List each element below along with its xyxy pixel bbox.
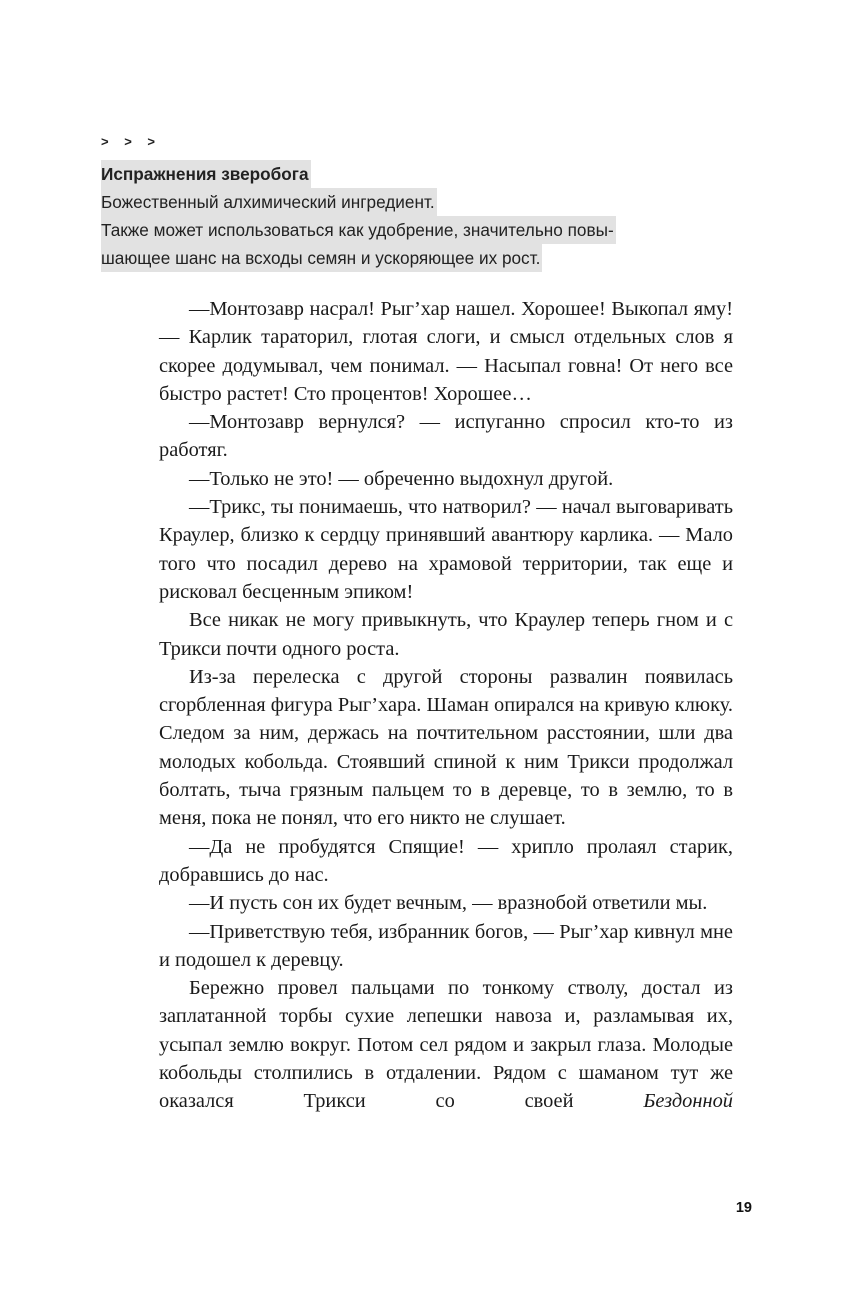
- paragraph: —И пусть сон их будет вечным, — вразнобой ответили мы.: [189, 892, 708, 915]
- paragraph: —Монтозавр насрал! Рыг’хар нашел. Хорошее! Выкопал яму! — Карлик тараторил, глотая слоги, и смысл отдельных слов я скорее додумывал, чем понимал. — Насыпал говна! От него все быстро растет! Сто процентов! Хорошее…: [159, 298, 733, 405]
- sidebar-note: [101, 132, 721, 272]
- note-line-3: шающее шанс на всходы семян и ускоряющее их рост.: [101, 244, 542, 272]
- paragraph: —Да не пробудятся Спящие! — хрипло пролаял старик, добравшись до нас.: [159, 835, 733, 886]
- italic-word: Бездонной: [643, 1090, 733, 1113]
- paragraph: —Только не это! — обреченно выдохнул другой.: [189, 467, 614, 490]
- note-title: Испражнения зверобога: [101, 160, 311, 188]
- paragraph: —Трикс, ты понимаешь, что натворил? — начал выговаривать Краулер, близко к сердцу принявший авантюру карлика. — Мало того что посадил дерево на храмовой территории, так еще и рисковал бесценным эпиком!: [159, 496, 733, 603]
- note-line-2: Также может использоваться как удобрение, значительно повы-: [101, 216, 616, 244]
- paragraph: —Приветствую тебя, избранник богов, — Рыг’хар кивнул мне и подошел к деревцу.: [159, 920, 733, 971]
- paragraph-text: Бережно провел пальцами по тонкому стволу, достал из заплатанной торбы сухие лепешки навоза и, разламывая их, усыпал землю вокруг. Потом сел рядом и закрыл глаза. Молодые кобольды столпились в отдалении. Рядом с шаманом тут же оказался Трикси со своей: [159, 977, 733, 1113]
- body-text: [159, 295, 733, 1116]
- paragraph: Все никак не могу привыкнуть, что Краулер теперь гном и с Трикси почти одного роста.: [159, 609, 733, 660]
- paragraph: Из-за перелеска с другой стороны развалин появилась сгорбленная фигура Рыг’хара. Шаман опирался на кривую клюку. Следом за ним, держась на почтительном расстоянии, шли два молодых кобольда. Стоявший спиной к ним Трикси продолжал болтать, тыча грязным пальцем то в деревце, то в землю, то в меня, пока не понял, что его никто не слушает.: [159, 665, 733, 830]
- note-line-1: Божественный алхимический ингредиент.: [101, 188, 437, 216]
- paragraph: —Монтозавр вернулся? — испуганно спросил кто-то из работяг.: [159, 411, 733, 462]
- paragraph-last: [159, 974, 733, 1115]
- page-number: 19: [735, 1200, 752, 1216]
- chevrons-icon: > > >: [101, 134, 161, 149]
